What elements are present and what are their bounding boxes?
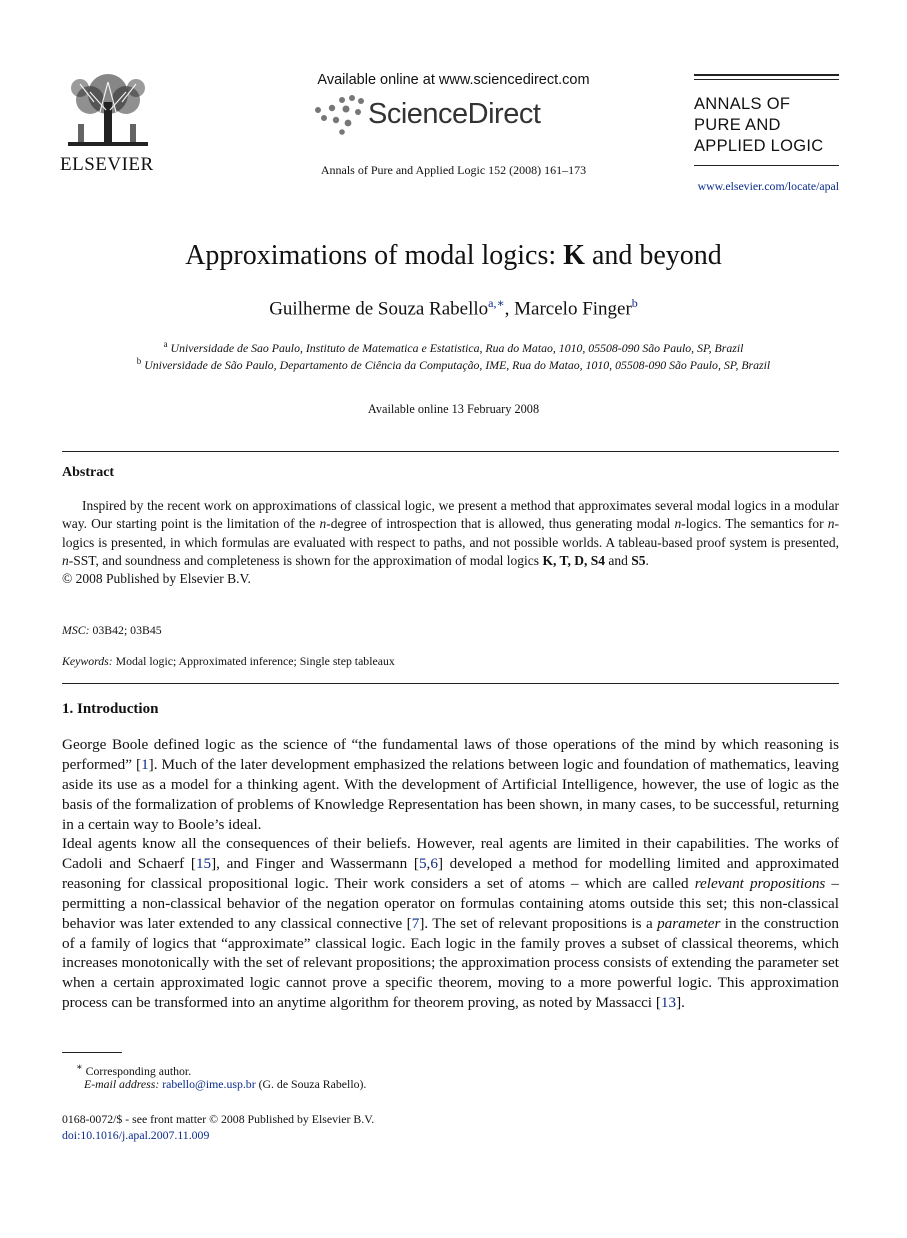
doi-line[interactable] <box>62 1127 209 1143</box>
sciencedirect-logo <box>312 92 552 136</box>
title-text: Approximations of modal logics: <box>185 240 564 271</box>
divider <box>694 165 839 166</box>
affiliation-mark: a <box>163 339 168 349</box>
citation-link[interactable]: 5 <box>418 854 427 872</box>
author-name: , Marcelo Finger <box>504 298 632 320</box>
citation-link[interactable]: 13 <box>660 994 677 1012</box>
abstract-heading: Abstract <box>62 465 115 480</box>
msc-value: 03B42; 03B45 <box>89 623 162 637</box>
journal-url[interactable]: www.elsevier.com/locate/apal <box>697 179 839 193</box>
available-date: Available online 13 February 2008 <box>367 402 540 416</box>
footnote-email <box>84 1076 366 1092</box>
journal-citation: Annals of Pure and Applied Logic 152 (2008) 161–173 <box>320 163 587 177</box>
sciencedirect-wordmark: ScienceDirect <box>368 98 541 130</box>
msc-line <box>62 623 162 638</box>
footnote-divider <box>62 1052 122 1053</box>
author-name: Guilherme de Souza Rabello <box>269 298 489 320</box>
affiliation-text: Universidade de São Paulo, Departamento de Ciência da Computação, IME, Rua do Matao, 1010, 05508-090 São Paulo, SP, Brazil <box>144 357 771 372</box>
footnote-mark: ∗ <box>76 1062 83 1073</box>
divider <box>62 451 839 452</box>
intro-paragraph-2: Ideal agents know all the consequences of their beliefs. However, real agents are limited in their capabilities. The works of Cadoli and Schaerf [15], and Finger and Wassermann [5,6] developed a method for modelling limited and approximated reasoning for classical propositional logic. Their work considers a set of atoms – which are called relevant propositions – permitting a non-classical behavior of the negation operator on formulas containing atoms outside this set; this non-classical behavior was later extended to any classical connective [7]. The set of relevant propositions is a parameter in the construction of a family of logics that “approximate” classical logic. Each logic in the family proves a subset of classical theorems, which increases monotonically with the set of relevant propositions; the approximation process consists of extending the parameter set when a certain approximated logic cannot prove a specific theorem, moving to a more powerful logic. This approximation process can be transformed into an anytime algorithm for theorem proving, as noted by Massacci [13]. <box>62 835 840 1012</box>
journal-name-box <box>694 74 839 166</box>
msc-label: MSC: <box>62 623 90 637</box>
issn-line: 0168-0072/$ - see front matter © 2008 Published by Elsevier B.V. <box>62 1112 375 1126</box>
citation-link[interactable]: 15 <box>195 854 212 872</box>
elsevier-wordmark: ELSEVIER <box>60 154 154 175</box>
footnote-text: (G. de Souza Rabello). <box>255 1077 367 1091</box>
author-list <box>0 296 907 320</box>
journal-name <box>694 80 839 165</box>
title-text: and beyond <box>584 240 722 271</box>
journal-name-line: PURE AND <box>694 116 781 134</box>
divider <box>694 74 839 76</box>
affiliation-a <box>60 339 847 356</box>
section-heading-introduction: 1. Introduction <box>62 701 159 717</box>
footnote-text: Corresponding author. <box>82 1063 192 1078</box>
doi-link[interactable]: doi:10.1016/j.apal.2007.11.009 <box>62 1128 210 1142</box>
email-label: E-mail address: <box>84 1077 160 1091</box>
affiliation-text: Universidade de Sao Paulo, Instituto de Matematica e Estatistica, Rua do Matao, 1010, 05508-090 São Paulo, SP, Brazil <box>170 340 744 355</box>
copyright-line: © 2008 Published by Elsevier B.V. <box>62 571 251 587</box>
available-online-line: Available online at www.sciencedirect.com <box>317 72 590 88</box>
divider <box>62 683 839 684</box>
keywords-label: Keywords: <box>62 654 113 668</box>
author-affiliation-link[interactable]: b <box>631 296 638 310</box>
affiliation-mark: b <box>136 356 142 366</box>
author-affiliation-link[interactable]: a,∗ <box>488 296 505 310</box>
title-bold-text: K <box>563 240 585 271</box>
sciencedirect-dots-icon <box>312 92 368 136</box>
citation-link[interactable]: 7 <box>411 914 420 932</box>
journal-name-line: APPLIED LOGIC <box>694 137 824 155</box>
abstract-text: Inspired by the recent work on approximations of classical logic, we present a method that approximates several modal logics in a modular way. Our starting point is the limitation of the n-degree of introspection that is allowed, thus generating modal n-logics. The semantics for n-logics is presented, in which formulas are evaluated with respect to paths, and not possible worlds. A tableau-based proof system is presented, n-SST, and soundness and completeness is shown for the approximation of modal logics K, T, D, S4 and S5. © 2008 Published by Elsevier B.V. <box>62 498 840 587</box>
keywords-line <box>62 654 395 669</box>
article-title <box>0 240 907 272</box>
journal-url-link[interactable] <box>660 179 839 194</box>
keywords-value: Modal logic; Approximated inference; Single step tableaux <box>112 654 395 668</box>
citation-link[interactable]: 1 <box>141 755 149 773</box>
journal-name-line: ANNALS OF <box>694 95 791 113</box>
citation-link[interactable]: 6 <box>430 854 438 872</box>
affiliation-b <box>60 356 847 373</box>
email-link[interactable]: rabello@ime.usp.br <box>162 1077 256 1091</box>
intro-paragraph-1: George Boole defined logic as the science of “the fundamental laws of those operations of the mind by which reasoning is performed” [1]. Much of the later development emphasized the relations between logic and foundation of mathematics, leaving aside its use as a model for a thinking agent. With the development of Artificial Intelligence, however, the use of logic as the basis of the formalization of problems of Knowledge Representation has been shown, in many cases, to be successful, returning in a certain way to Boole’s ideal. <box>62 736 839 833</box>
